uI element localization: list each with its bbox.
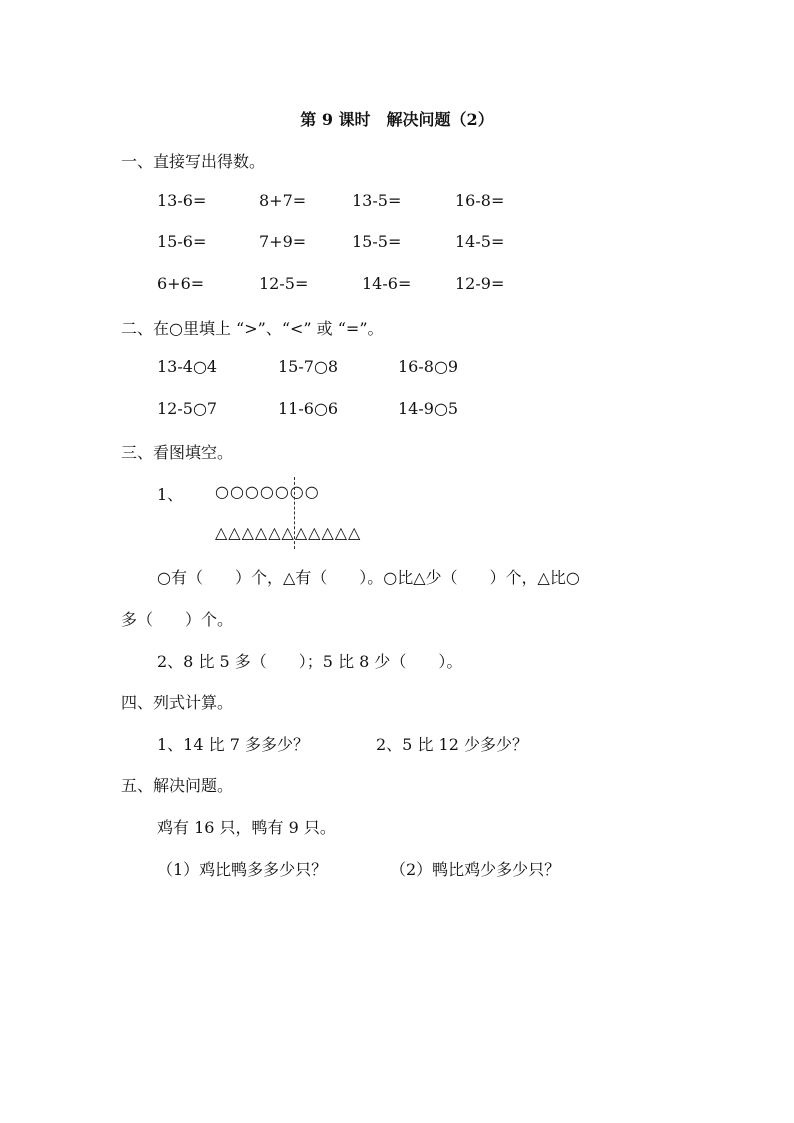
equation: 14-6= bbox=[362, 274, 412, 293]
section2-row-1 bbox=[0, 357, 794, 381]
equation: 6+6= bbox=[157, 274, 205, 293]
circles-row: ○○○○○○○ bbox=[215, 482, 320, 501]
section2-heading: 二、在○里填上 “>”、“<” 或 “=”。 bbox=[121, 319, 384, 338]
section1-row-1 bbox=[0, 191, 794, 215]
comparison: 15-7○8 bbox=[278, 357, 339, 376]
section2-row-2 bbox=[0, 399, 794, 423]
section4-heading: 四、列式计算。 bbox=[121, 693, 234, 712]
comparison: 11-6○6 bbox=[278, 399, 339, 418]
comparison: 14-9○5 bbox=[398, 399, 459, 418]
fill-line-2: 多（ ）个。 bbox=[121, 610, 234, 629]
equation: 15-5= bbox=[352, 232, 402, 251]
item1-label: 1、 bbox=[157, 485, 184, 504]
section5-question-2: （2）鸭比鸡少多少只？ bbox=[390, 860, 561, 879]
comparison: 16-8○9 bbox=[398, 357, 459, 376]
equation: 8+7= bbox=[259, 191, 307, 210]
comparison: 13-4○4 bbox=[157, 357, 218, 376]
section5-statement: 鸡有 16 只，鸭有 9 只。 bbox=[157, 818, 336, 837]
comparison: 12-5○7 bbox=[157, 399, 218, 418]
equation: 7+9= bbox=[259, 232, 307, 251]
section4-question-1: 1、14 比 7 多多少？ bbox=[157, 735, 309, 754]
page-title: 第 9 课时 解决问题（2） bbox=[300, 110, 494, 129]
fill-line-1: ○有（ ）个，△有（ ）。○比△少（ ）个，△比○ bbox=[157, 568, 580, 587]
section1-row-3 bbox=[0, 274, 794, 298]
equation: 12-9= bbox=[455, 274, 505, 293]
equation: 16-8= bbox=[455, 191, 505, 210]
equation: 13-5= bbox=[352, 191, 402, 210]
equation: 15-6= bbox=[157, 232, 207, 251]
section3-heading: 三、看图填空。 bbox=[121, 443, 234, 462]
dashed-divider bbox=[294, 477, 295, 549]
equation: 12-5= bbox=[259, 274, 309, 293]
section5-question-1: （1）鸡比鸭多多少只？ bbox=[157, 860, 328, 879]
section4-question-2: 2、5 比 12 少多少？ bbox=[376, 735, 528, 754]
equation: 13-6= bbox=[157, 191, 207, 210]
triangles-row: △△△△△△△△△△△ bbox=[215, 523, 362, 542]
section5-heading: 五、解决问题。 bbox=[121, 776, 234, 795]
equation: 14-5= bbox=[455, 232, 505, 251]
section1-heading: 一、直接写出得数。 bbox=[121, 152, 266, 171]
item2-line: 2、8 比 5 多（ ）；5 比 8 少（ ）。 bbox=[157, 652, 463, 671]
section1-row-2 bbox=[0, 232, 794, 256]
